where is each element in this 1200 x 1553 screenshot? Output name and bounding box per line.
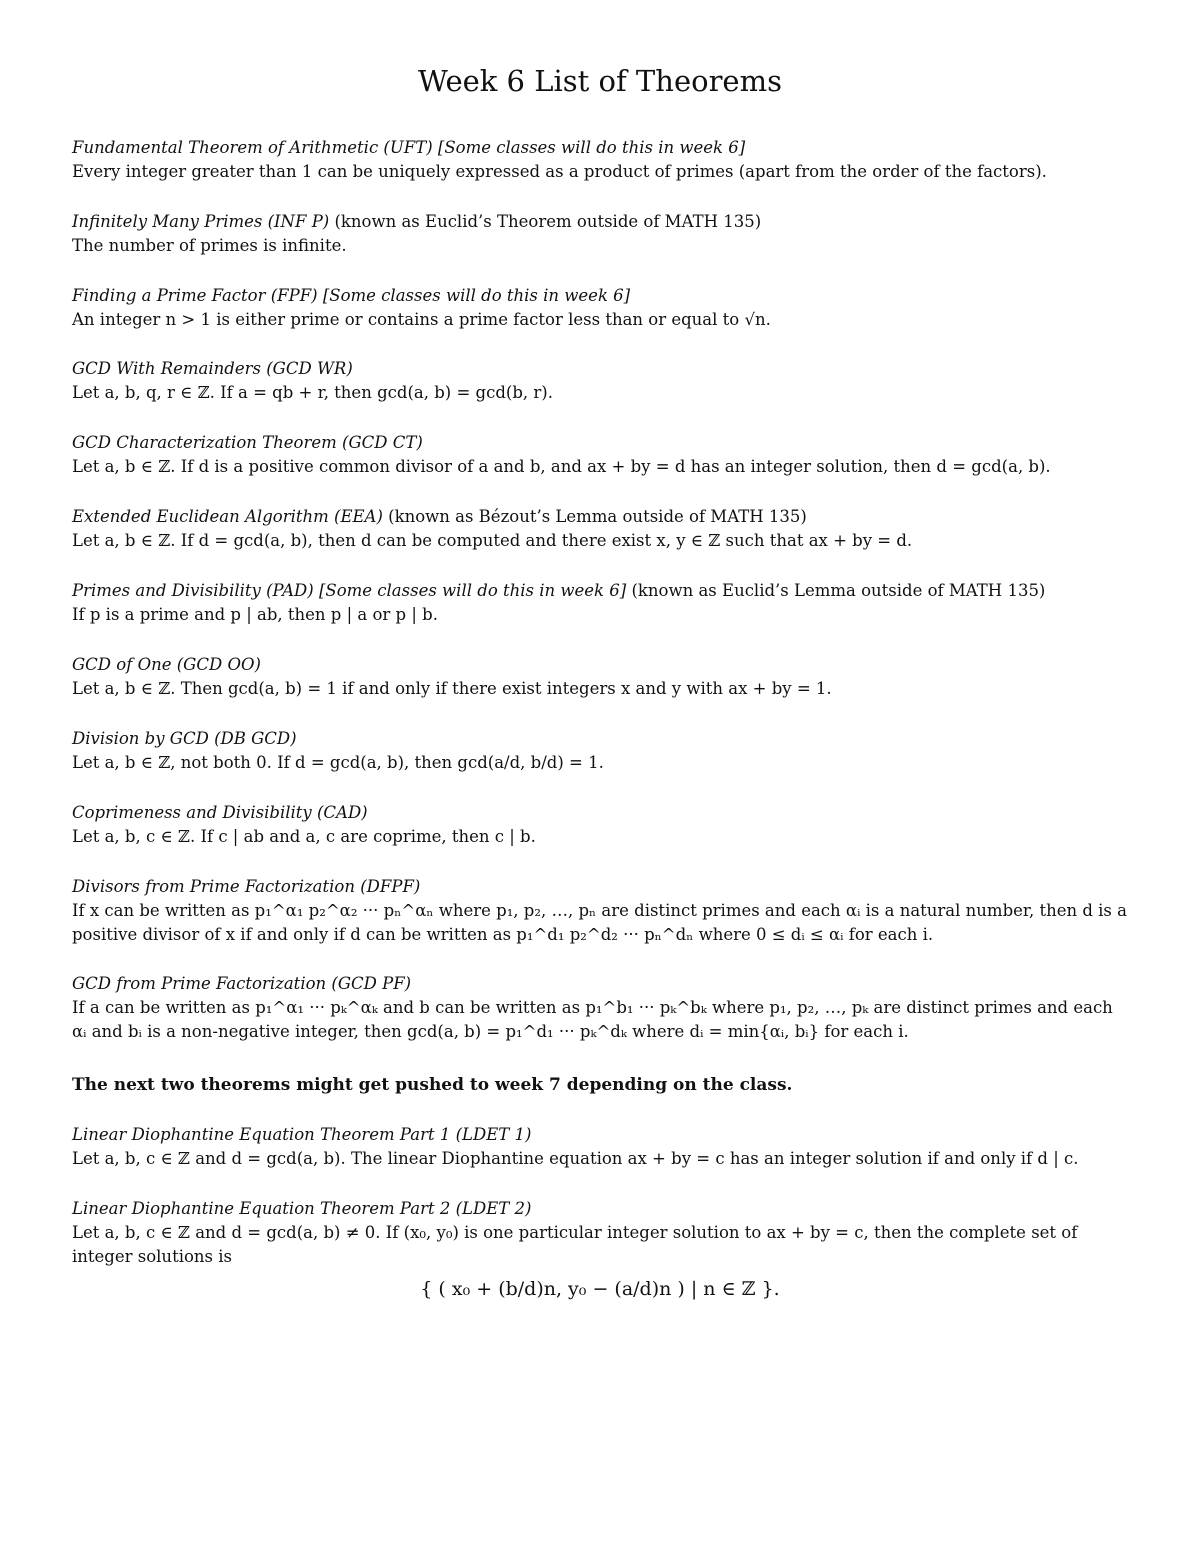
theorem-heading <box>72 136 1132 160</box>
theorem-inf-p <box>72 210 1132 258</box>
theorem-statement: An integer n > 1 is either prime or contains a prime factor less than or equal to √n. <box>72 310 771 329</box>
theorem-statement: If p is a prime and p | ab, then p | a or p | b. <box>72 605 438 624</box>
theorem-heading <box>72 505 1132 529</box>
theorem-heading <box>72 210 1132 234</box>
theorem-name: GCD With Remainders (GCD WR) <box>72 359 353 378</box>
theorem-statement: If x can be written as p₁^α₁ p₂^α₂ ··· pₙ^αₙ where p₁, p₂, …, pₙ are distinct primes and each αᵢ is a natural number, then d is a positive divisor of x if and only if d can be written as p₁^d₁ p₂^d₂ ··· pₙ^dₙ where 0 ≤ dᵢ ≤ αᵢ for each i. <box>72 901 1127 944</box>
theorem-uft <box>72 136 1132 184</box>
theorem-gcd-oo <box>72 653 1132 701</box>
theorem-gcd-wr <box>72 357 1132 405</box>
theorem-name: Primes and Divisibility (PAD) <box>72 581 314 600</box>
theorem-pad <box>72 579 1132 627</box>
theorem-name: GCD Characterization Theorem (GCD CT) <box>72 433 423 452</box>
theorem-statement: Let a, b, c ∈ ℤ and d = gcd(a, b). The linear Diophantine equation ax + by = c has an integer solution if and only if d | c. <box>72 1149 1079 1168</box>
theorem-gcd-pf <box>72 972 1132 1044</box>
class-note: [Some classes will do this in week 6] <box>313 581 627 600</box>
theorem-statement: Let a, b, c ∈ ℤ and d = gcd(a, b) ≠ 0. If (x₀, y₀) is one particular integer solution to ax + by = c, then the complete set of integer solutions is <box>72 1223 1078 1266</box>
theorem-name: Division by GCD (DB GCD) <box>72 729 297 748</box>
theorem-statement: If a can be written as p₁^α₁ ··· pₖ^αₖ and b can be written as p₁^b₁ ··· pₖ^bₖ where p₁, p₂, …, pₖ are distinct primes and each αᵢ and bᵢ is a non-negative integer, then gcd(a, b) = p₁^d₁ ··· pₖ^dₖ where dᵢ = min{αᵢ, bᵢ} for each i. <box>72 998 1113 1041</box>
theorem-ldet-1 <box>72 1123 1132 1171</box>
theorem-heading <box>72 653 1132 677</box>
theorem-heading <box>72 1197 1132 1221</box>
theorem-statement: Let a, b, c ∈ ℤ. If c | ab and a, c are coprime, then c | b. <box>72 827 536 846</box>
schedule-notice: The next two theorems might get pushed to week 7 depending on the class. <box>72 1075 793 1095</box>
theorem-dfpf <box>72 875 1132 947</box>
theorem-heading <box>72 284 1132 308</box>
class-note: [Some classes will do this in week 6] <box>317 286 631 305</box>
theorem-heading <box>72 875 1132 899</box>
theorem-statement: Let a, b ∈ ℤ. Then gcd(a, b) = 1 if and only if there exist integers x and y with ax + by = 1. <box>72 679 832 698</box>
theorem-statement: The number of primes is infinite. <box>72 236 347 255</box>
theorem-name: Coprimeness and Divisibility (CAD) <box>72 803 368 822</box>
theorem-heading <box>72 579 1132 603</box>
theorem-cad <box>72 801 1132 849</box>
theorem-heading <box>72 1123 1132 1147</box>
theorem-name: Infinitely Many Primes (INF P) <box>72 212 330 231</box>
alt-name: (known as Euclid’s Lemma outside of MATH 135) <box>626 581 1046 600</box>
theorem-name: GCD of One (GCD OO) <box>72 655 261 674</box>
theorem-name: GCD from Prime Factorization (GCD PF) <box>72 974 412 993</box>
page-title: Week 6 List of Theorems <box>418 64 782 98</box>
theorem-statement: Let a, b ∈ ℤ. If d = gcd(a, b), then d can be computed and there exist x, y ∈ ℤ such that ax + by = d. <box>72 531 913 550</box>
theorem-ldet-2 <box>72 1197 1132 1269</box>
theorem-heading <box>72 431 1132 455</box>
alt-name: (known as Bézout’s Lemma outside of MATH 135) <box>382 507 807 526</box>
theorem-name: Finding a Prime Factor (FPF) <box>72 286 318 305</box>
theorem-eea <box>72 505 1132 553</box>
solution-set-formula: { ( x₀ + (b/d)n, y₀ − (a/d)n ) | n ∈ ℤ }. <box>420 1278 780 1300</box>
theorem-name: Divisors from Prime Factorization (DFPF) <box>72 877 421 896</box>
theorem-gcd-ct <box>72 431 1132 479</box>
theorem-statement: Let a, b, q, r ∈ ℤ. If a = qb + r, then gcd(a, b) = gcd(b, r). <box>72 383 553 402</box>
theorem-name: Extended Euclidean Algorithm (EEA) <box>72 507 383 526</box>
theorem-heading <box>72 727 1132 751</box>
alt-name: (known as Euclid’s Theorem outside of MATH 135) <box>329 212 762 231</box>
theorem-name: Linear Diophantine Equation Theorem Part 1 (LDET 1) <box>72 1125 532 1144</box>
theorem-heading <box>72 972 1132 996</box>
theorem-statement: Every integer greater than 1 can be uniquely expressed as a product of primes (apart from the order of the factors). <box>72 162 1047 181</box>
theorem-fpf <box>72 284 1132 332</box>
theorem-heading <box>72 801 1132 825</box>
theorem-db-gcd <box>72 727 1132 775</box>
theorem-name: Linear Diophantine Equation Theorem Part 2 (LDET 2) <box>72 1199 532 1218</box>
theorem-statement: Let a, b ∈ ℤ. If d is a positive common divisor of a and b, and ax + by = d has an integer solution, then d = gcd(a, b). <box>72 457 1051 476</box>
theorem-name: Fundamental Theorem of Arithmetic (UFT) <box>72 138 433 157</box>
theorem-statement: Let a, b ∈ ℤ, not both 0. If d = gcd(a, b), then gcd(a/d, b/d) = 1. <box>72 753 604 772</box>
theorem-heading <box>72 357 1132 381</box>
class-note: [Some classes will do this in week 6] <box>432 138 746 157</box>
